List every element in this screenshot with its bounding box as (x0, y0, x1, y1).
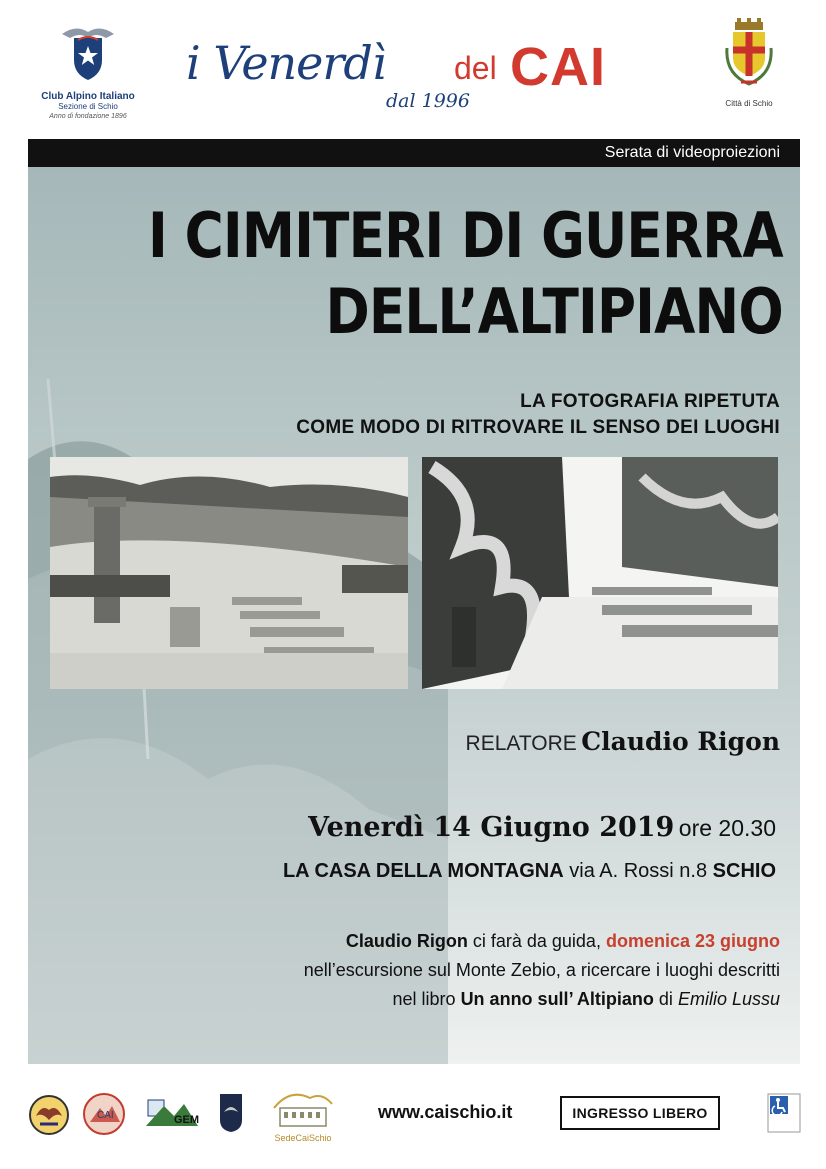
ges-shield-logo-icon (218, 1092, 244, 1134)
subtitle-line-2: COME MODO DI RITROVARE IL SENSO DEI LUOGHI (296, 417, 780, 438)
casa-della-montagna-building-icon (270, 1088, 336, 1128)
svg-text:CAI: CAI (97, 1110, 114, 1121)
cai-emblem-icon (56, 20, 120, 84)
guide-text-3b: di (658, 989, 673, 1009)
venerdi-del-cai-logo (186, 30, 656, 120)
event-date-line (28, 812, 776, 843)
title-line-1: I CIMITERI DI GUERRA (147, 199, 783, 272)
website-link[interactable]: www.caischio.it (378, 1102, 513, 1122)
guide-text-1: ci farà da guida, (472, 931, 601, 951)
modern-cemetery-photo (422, 457, 778, 689)
cai-org-name: Club Alpino Italiano (41, 91, 135, 102)
event-venue: LA CASA DELLA MONTAGNA (282, 860, 564, 882)
book-author: Emilio Lussu (677, 989, 780, 1009)
banner-label: Serata di videoproiezioni (604, 144, 780, 161)
excursion-date: domenica 23 giugno (605, 931, 780, 951)
speaker-line (28, 727, 780, 756)
guide-text-3a: nel libro (392, 989, 456, 1009)
event-time: ore 20.30 (678, 815, 776, 841)
brand-venerdi: i Venerdì (186, 36, 386, 90)
banner-bar (28, 139, 800, 167)
schio-coat-of-arms-icon (723, 18, 775, 92)
sede-label: SedeCaiSchio (274, 1133, 332, 1143)
eagle-club-logo-icon (28, 1094, 70, 1136)
footer (0, 1072, 826, 1169)
speaker-label: RELATORE (465, 732, 577, 755)
header (0, 0, 826, 138)
citta-di-schio-logo (718, 18, 780, 108)
gem-label: GEM (174, 1114, 200, 1126)
book-title: Un anno sull’ Altipiano (460, 989, 654, 1009)
city-name: Città di Schio (725, 99, 773, 108)
historic-cemetery-photo (50, 457, 408, 689)
sede-cai-schio-logo (270, 1088, 336, 1146)
accessibility-sign-icon (766, 1092, 802, 1134)
brand-del: del (454, 50, 497, 86)
title-line-2: DELL’ALTIPIANO (325, 275, 783, 348)
cai-youth-logo-icon (82, 1092, 126, 1136)
guide-line-2: nell’escursione sul Monte Zebio, a ricercare i luoghi descritti (303, 960, 780, 980)
event-city: SCHIO (712, 860, 776, 882)
subtitle-line-1: LA FOTOGRAFIA RIPETUTA (520, 391, 780, 412)
guide-name: Claudio Rigon (345, 931, 468, 951)
cai-logo (38, 20, 138, 121)
brand-since: dal 1996 (386, 90, 470, 112)
free-entry-badge: INGRESSO LIBERO (560, 1096, 720, 1130)
cai-section: Sezione di Schio (58, 102, 118, 111)
main-panel (28, 139, 800, 1064)
event-address: via A. Rossi n.8 (569, 860, 708, 882)
cai-founded: Anno di fondazione 1896 (49, 113, 127, 120)
brand-cai: CAI (510, 37, 606, 97)
guide-line-3 (28, 989, 780, 1010)
gem-logo (144, 1096, 200, 1140)
event-date: Venerdì 14 Giugno 2019 (308, 812, 675, 843)
event-place-line (28, 860, 776, 883)
speaker-name: Claudio Rigon (581, 727, 780, 756)
guide-line-1 (28, 931, 780, 952)
